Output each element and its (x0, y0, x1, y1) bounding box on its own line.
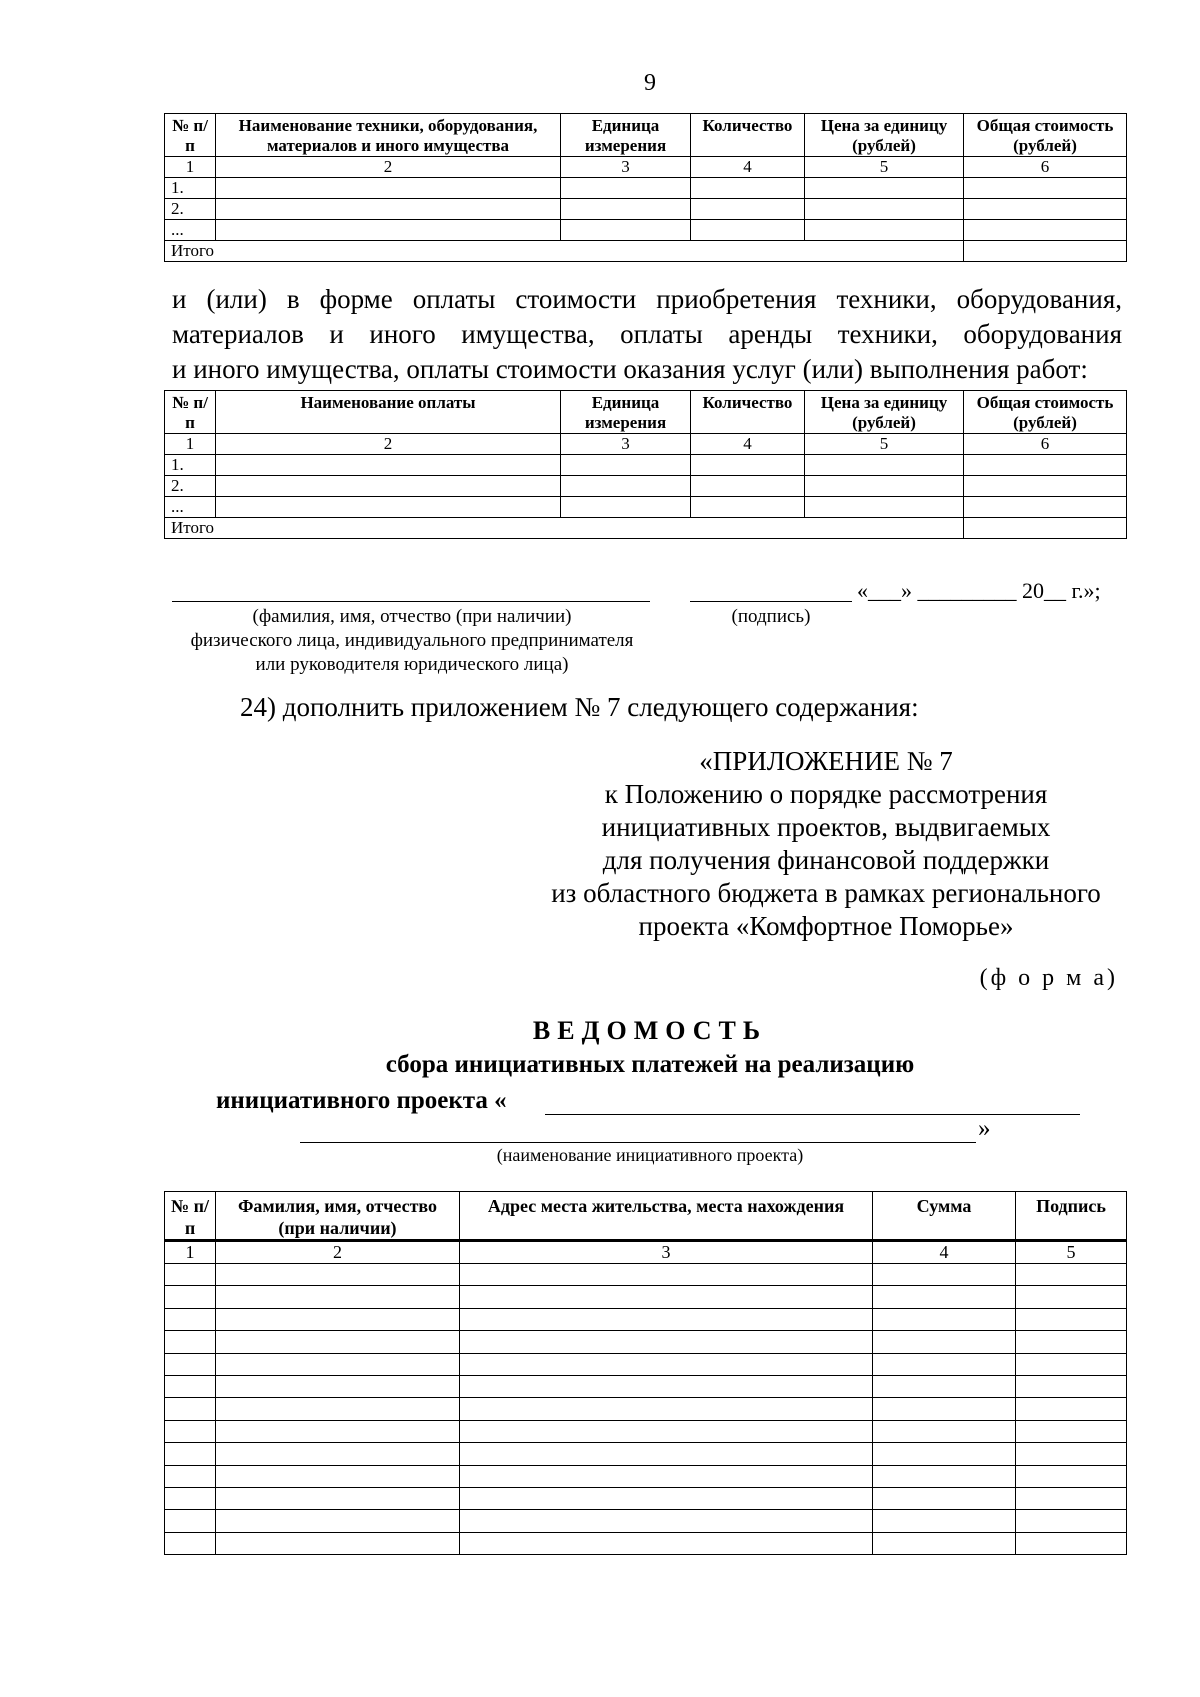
total-value-cell[interactable] (964, 518, 1127, 539)
total-label: Итого (165, 518, 964, 539)
empty-cell[interactable] (964, 497, 1127, 518)
empty-cell[interactable] (805, 178, 964, 199)
column-number: 3 (561, 434, 691, 455)
empty-cell[interactable] (460, 1510, 873, 1532)
header-cell: Количество (691, 391, 805, 434)
empty-cell[interactable] (165, 1375, 216, 1397)
header-cell: Адрес места жительства, места нахождения (460, 1192, 873, 1241)
table-row (165, 1420, 1127, 1442)
column-number: 1 (165, 1241, 216, 1264)
table-row (165, 1510, 1127, 1532)
name-caption (160, 605, 664, 677)
column-number: 5 (805, 157, 964, 178)
header-cell: Единица измерения (561, 391, 691, 434)
name-signature-line[interactable] (172, 601, 650, 602)
header-cell: Фамилия, имя, отчество (при наличии) (216, 1192, 460, 1241)
equipment-table (164, 113, 1127, 262)
empty-cell[interactable] (805, 455, 964, 476)
row-number: 1. (165, 178, 216, 199)
header-cell: Количество (691, 114, 805, 157)
header-cell: Наименование техники, оборудования, материалов и иного имущества (216, 114, 561, 157)
empty-cell[interactable] (1016, 1532, 1127, 1554)
empty-cell[interactable] (216, 1420, 460, 1442)
empty-cell[interactable] (1016, 1286, 1127, 1308)
table-row (165, 178, 1127, 199)
row-number: 2. (165, 199, 216, 220)
column-number: 6 (964, 434, 1127, 455)
form-label: (ф о р м а) (979, 965, 1118, 991)
table-row (165, 497, 1127, 518)
empty-cell[interactable] (460, 1443, 873, 1465)
table-row (165, 1375, 1127, 1397)
empty-cell[interactable] (1016, 1420, 1127, 1442)
empty-cell[interactable] (873, 1487, 1016, 1509)
column-number: 2 (216, 157, 561, 178)
empty-cell[interactable] (691, 476, 805, 497)
empty-cell[interactable] (165, 1286, 216, 1308)
row-number: ... (165, 220, 216, 241)
empty-cell[interactable] (216, 1375, 460, 1397)
empty-cell[interactable] (460, 1487, 873, 1509)
empty-cell[interactable] (216, 220, 561, 241)
column-number-row (165, 1241, 1127, 1264)
empty-cell[interactable] (165, 1331, 216, 1353)
empty-cell[interactable] (216, 178, 561, 199)
header-cell: Единица измерения (561, 114, 691, 157)
table-row (165, 1286, 1127, 1308)
row-number: ... (165, 497, 216, 518)
empty-cell[interactable] (1016, 1331, 1127, 1353)
empty-cell[interactable] (460, 1308, 873, 1330)
empty-cell[interactable] (873, 1420, 1016, 1442)
appendix-line: к Положению о порядке рассмотрения (604, 779, 1048, 809)
project-name-line-2[interactable] (300, 1142, 976, 1143)
empty-cell[interactable] (460, 1465, 873, 1487)
table-row (165, 199, 1127, 220)
empty-cell[interactable] (561, 178, 691, 199)
column-number: 6 (964, 157, 1127, 178)
header-cell: Общая стоимость (рублей) (964, 114, 1127, 157)
empty-cell[interactable] (873, 1532, 1016, 1554)
empty-cell[interactable] (460, 1375, 873, 1397)
signature-caption: (подпись) (731, 606, 811, 627)
paragraph-line: и (или) в форме оплаты стоимости приобретения техники, оборудования, (172, 284, 1122, 314)
empty-cell[interactable] (691, 455, 805, 476)
paragraph-line: и иного имущества, оплаты стоимости оказания услуг (или) выполнения работ: (172, 354, 1088, 384)
empty-cell[interactable] (165, 1443, 216, 1465)
empty-cell[interactable] (216, 497, 561, 518)
empty-cell[interactable] (873, 1398, 1016, 1420)
empty-cell[interactable] (873, 1264, 1016, 1286)
empty-cell[interactable] (1016, 1353, 1127, 1375)
table-row (165, 1443, 1127, 1465)
empty-cell[interactable] (165, 1510, 216, 1532)
empty-cell[interactable] (460, 1420, 873, 1442)
empty-cell[interactable] (216, 1532, 460, 1554)
empty-cell[interactable] (873, 1510, 1016, 1532)
empty-cell[interactable] (460, 1353, 873, 1375)
header-cell: Наименование оплаты (216, 391, 561, 434)
page-number: 9 (644, 70, 656, 96)
signature-line[interactable] (690, 601, 852, 602)
empty-cell[interactable] (873, 1465, 1016, 1487)
total-row (165, 518, 1127, 539)
table-header-row (165, 391, 1127, 434)
header-cell: Цена за единицу (рублей) (805, 391, 964, 434)
empty-cell[interactable] (165, 1420, 216, 1442)
empty-cell[interactable] (561, 497, 691, 518)
empty-cell[interactable] (460, 1264, 873, 1286)
empty-cell[interactable] (873, 1375, 1016, 1397)
empty-cell[interactable] (691, 220, 805, 241)
column-number: 5 (805, 434, 964, 455)
empty-cell[interactable] (805, 476, 964, 497)
empty-cell[interactable] (964, 476, 1127, 497)
empty-cell[interactable] (216, 476, 561, 497)
table-row (165, 476, 1127, 497)
caption-line: или руководителя юридического лица) (255, 654, 569, 675)
empty-cell[interactable] (460, 1286, 873, 1308)
empty-cell[interactable] (165, 1308, 216, 1330)
empty-cell[interactable] (1016, 1398, 1127, 1420)
payment-form-paragraph (172, 282, 1122, 387)
empty-cell[interactable] (216, 1510, 460, 1532)
empty-cell[interactable] (1016, 1443, 1127, 1465)
empty-cell[interactable] (216, 1443, 460, 1465)
empty-cell[interactable] (165, 1264, 216, 1286)
table-row (165, 1487, 1127, 1509)
column-number: 5 (1016, 1241, 1127, 1264)
empty-cell[interactable] (1016, 1264, 1127, 1286)
payments-table (164, 390, 1127, 539)
empty-cell[interactable] (216, 1264, 460, 1286)
column-number-row (165, 434, 1127, 455)
empty-cell[interactable] (460, 1331, 873, 1353)
empty-cell[interactable] (873, 1353, 1016, 1375)
header-cell: Сумма (873, 1192, 1016, 1241)
ledger-body (165, 1264, 1127, 1555)
empty-cell[interactable] (805, 497, 964, 518)
appendix-line: для получения финансовой поддержки (602, 845, 1050, 875)
payments-ledger-table (164, 1191, 1127, 1555)
empty-cell[interactable] (216, 1286, 460, 1308)
empty-cell[interactable] (216, 1487, 460, 1509)
item-24-text: 24) дополнить приложением № 7 следующего содержания: (240, 692, 919, 722)
appendix-line: проекта «Комфортное Поморье» (638, 911, 1014, 941)
empty-cell[interactable] (964, 220, 1127, 241)
vedomost-title: ВЕДОМОСТЬ (532, 1016, 768, 1045)
appendix-header (520, 745, 1132, 943)
column-number: 3 (561, 157, 691, 178)
header-cell: Цена за единицу (рублей) (805, 114, 964, 157)
project-name-line-1[interactable] (545, 1114, 1080, 1115)
caption-line: физического лица, индивидуального предпринимателя (190, 630, 634, 651)
close-quote: » (978, 1115, 991, 1142)
project-name-caption: (наименование инициативного проекта) (496, 1145, 804, 1165)
header-cell: № п/п (165, 114, 216, 157)
total-row (165, 241, 1127, 262)
empty-cell[interactable] (216, 1465, 460, 1487)
column-number: 2 (216, 434, 561, 455)
empty-cell[interactable] (873, 1331, 1016, 1353)
table-row (165, 455, 1127, 476)
empty-cell[interactable] (964, 178, 1127, 199)
empty-cell[interactable] (805, 220, 964, 241)
table-row (165, 1331, 1127, 1353)
header-cell: № п/п (165, 391, 216, 434)
header-cell: Общая стоимость (рублей) (964, 391, 1127, 434)
column-number: 4 (691, 434, 805, 455)
empty-cell[interactable] (1016, 1510, 1127, 1532)
vedomost-project-label: инициативного проекта « (216, 1087, 507, 1114)
signature-date: «___» _________ 20__ г.»; (857, 578, 1101, 603)
empty-cell[interactable] (216, 1353, 460, 1375)
empty-cell[interactable] (964, 455, 1127, 476)
paragraph-line: материалов и иного имущества, оплаты аренды техники, оборудования (172, 319, 1122, 349)
column-number: 1 (165, 434, 216, 455)
column-number: 2 (216, 1241, 460, 1264)
table-row (165, 1398, 1127, 1420)
empty-cell[interactable] (460, 1532, 873, 1554)
table-row (165, 1264, 1127, 1286)
empty-cell[interactable] (873, 1308, 1016, 1330)
empty-cell[interactable] (165, 1353, 216, 1375)
empty-cell[interactable] (1016, 1487, 1127, 1509)
empty-cell[interactable] (691, 199, 805, 220)
table-row (165, 1532, 1127, 1554)
empty-cell[interactable] (216, 1331, 460, 1353)
table-row (165, 1465, 1127, 1487)
empty-cell[interactable] (165, 1487, 216, 1509)
total-value-cell[interactable] (964, 241, 1127, 262)
empty-cell[interactable] (561, 199, 691, 220)
empty-cell[interactable] (1016, 1308, 1127, 1330)
table-row (165, 1353, 1127, 1375)
table-row (165, 220, 1127, 241)
vedomost-subtitle: сбора инициативных платежей на реализацию (385, 1051, 915, 1078)
header-cell: Подпись (1016, 1192, 1127, 1241)
column-number: 4 (873, 1241, 1016, 1264)
empty-cell[interactable] (1016, 1465, 1127, 1487)
empty-cell[interactable] (165, 1532, 216, 1554)
row-number: 1. (165, 455, 216, 476)
column-number: 4 (691, 157, 805, 178)
row-number: 2. (165, 476, 216, 497)
appendix-line: из областного бюджета в рамках регионального (551, 878, 1101, 908)
empty-cell[interactable] (460, 1398, 873, 1420)
empty-cell[interactable] (561, 455, 691, 476)
empty-cell[interactable] (165, 1398, 216, 1420)
empty-cell[interactable] (561, 476, 691, 497)
caption-line: (фамилия, имя, отчество (при наличии) (252, 606, 572, 627)
empty-cell[interactable] (964, 199, 1127, 220)
appendix-line: инициативных проектов, выдвигаемых (601, 812, 1051, 842)
appendix-line: «ПРИЛОЖЕНИЕ № 7 (699, 746, 953, 776)
empty-cell[interactable] (561, 220, 691, 241)
header-cell: № п/п (165, 1192, 216, 1241)
total-label: Итого (165, 241, 964, 262)
empty-cell[interactable] (691, 497, 805, 518)
empty-cell[interactable] (805, 199, 964, 220)
empty-cell[interactable] (216, 455, 561, 476)
table-header-row (165, 114, 1127, 157)
empty-cell[interactable] (873, 1286, 1016, 1308)
empty-cell[interactable] (165, 1465, 216, 1487)
column-number: 3 (460, 1241, 873, 1264)
table-header-row (165, 1192, 1127, 1241)
table-row (165, 1308, 1127, 1330)
empty-cell[interactable] (1016, 1375, 1127, 1397)
column-number: 1 (165, 157, 216, 178)
empty-cell[interactable] (216, 1308, 460, 1330)
empty-cell[interactable] (216, 1398, 460, 1420)
empty-cell[interactable] (691, 178, 805, 199)
empty-cell[interactable] (216, 199, 561, 220)
empty-cell[interactable] (873, 1443, 1016, 1465)
column-number-row (165, 157, 1127, 178)
